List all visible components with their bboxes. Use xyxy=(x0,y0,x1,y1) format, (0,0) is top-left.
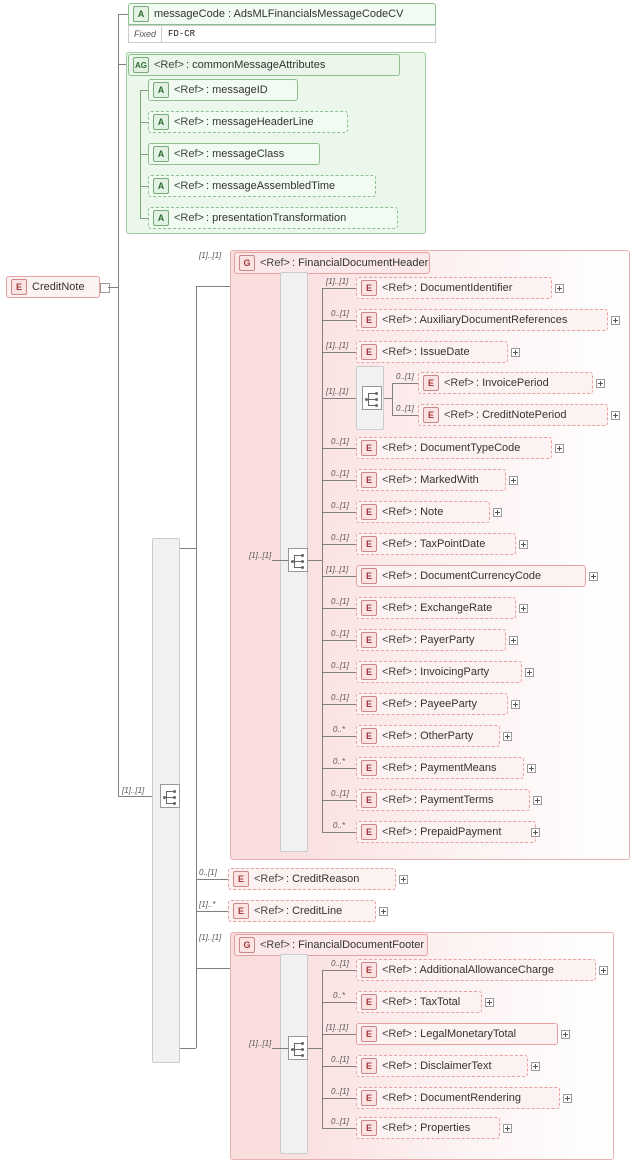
connector xyxy=(322,512,356,513)
attribute-messageheaderline[interactable] xyxy=(148,111,348,133)
expand-icon[interactable] xyxy=(525,668,534,677)
connector xyxy=(272,560,288,561)
element-disclaimertext-label: : DisclaimerText xyxy=(413,1060,492,1072)
ref-label: <Ref> xyxy=(382,506,412,518)
connector xyxy=(180,548,196,549)
ref-label: <Ref> xyxy=(382,964,412,976)
expand-icon[interactable] xyxy=(503,1124,512,1133)
element-taxpointdate[interactable] xyxy=(356,533,516,555)
occurrence-markedwith: 0..[1] xyxy=(331,469,349,478)
occurrence-documentcurrencycode: [1]..[1] xyxy=(326,565,349,574)
attribute-messageid-label: : messageID xyxy=(205,84,268,96)
root-sequence-occurrence: [1]..[1] xyxy=(122,786,145,795)
connector xyxy=(196,879,228,880)
connector xyxy=(180,1048,196,1049)
connector xyxy=(322,288,356,289)
connector xyxy=(322,1066,356,1067)
occurrence-legalmonetarytotal: [1]..[1] xyxy=(326,1023,349,1032)
expand-icon[interactable] xyxy=(519,540,528,549)
occurrence-documenttypecode: 0..[1] xyxy=(331,437,349,446)
element-badge-icon: E xyxy=(361,600,377,616)
element-badge-icon: E xyxy=(361,728,377,744)
ref-label: <Ref> xyxy=(382,730,412,742)
ref-label: <Ref> xyxy=(382,634,412,646)
element-taxtotal[interactable] xyxy=(356,991,482,1013)
occurrence-auxiliarydocumentreferences: 0..[1] xyxy=(331,309,349,318)
header-sequence-occurrence: [1]..[1] xyxy=(249,551,272,560)
expand-icon[interactable] xyxy=(399,875,408,884)
element-markedwith[interactable] xyxy=(356,469,506,491)
occurrence-additionalallowancecharge: 0..[1] xyxy=(331,959,349,968)
occurrence-disclaimertext: 0..[1] xyxy=(331,1055,349,1064)
attribute-messageclass[interactable] xyxy=(148,143,320,165)
element-properties-label: : Properties xyxy=(413,1122,471,1134)
connector xyxy=(322,640,356,641)
occurrence-payeeparty: 0..[1] xyxy=(331,693,349,702)
attribute-messagecode-label: messageCode : AdsMLFinancialsMessageCodeCV xyxy=(154,8,404,20)
connector xyxy=(322,1128,356,1129)
element-documentcurrencycode-label: : DocumentCurrencyCode xyxy=(413,570,542,582)
occurrence-paymentmeans: 0..* xyxy=(333,757,346,766)
element-issuedate[interactable] xyxy=(356,341,508,363)
occurrence-invoiceperiod: 0..[1] xyxy=(396,372,414,381)
connector xyxy=(322,970,323,1128)
connector xyxy=(322,704,356,705)
attribute-messageheaderline-label: : messageHeaderLine xyxy=(205,116,314,128)
element-disclaimertext[interactable] xyxy=(356,1055,528,1077)
element-badge-icon: E xyxy=(361,504,377,520)
element-auxiliarydocumentreferences[interactable] xyxy=(356,309,608,331)
element-badge-icon: E xyxy=(361,760,377,776)
element-creditreason[interactable] xyxy=(228,868,396,890)
ref-label: <Ref> xyxy=(382,442,412,454)
connector xyxy=(108,287,118,288)
expand-icon[interactable] xyxy=(511,700,520,709)
connector xyxy=(140,186,148,187)
connector xyxy=(384,398,392,399)
element-badge-icon: E xyxy=(361,1026,377,1042)
element-paymentmeans[interactable] xyxy=(356,757,524,779)
messagecode-fixed-value-box xyxy=(128,25,436,43)
connector xyxy=(322,1098,356,1099)
element-documentrendering-label: : DocumentRendering xyxy=(413,1092,521,1104)
occurrence-choice-period: [1]..[1] xyxy=(326,387,349,396)
attribute-group-badge-icon: AG xyxy=(133,57,149,73)
header-sequence-icon[interactable] xyxy=(288,548,308,572)
element-payerparty[interactable] xyxy=(356,629,506,651)
connector xyxy=(322,398,356,399)
expand-icon[interactable] xyxy=(509,476,518,485)
attribute-badge-icon: A xyxy=(153,114,169,130)
occurrence-creditline: [1]..* xyxy=(199,900,216,909)
connector xyxy=(392,415,418,416)
group-financialdocumentfooter-label: : FinancialDocumentFooter xyxy=(291,939,425,951)
ref-label: <Ref> xyxy=(382,1060,412,1072)
connector xyxy=(322,320,356,321)
element-markedwith-label: : MarkedWith xyxy=(413,474,479,486)
ref-label: <Ref> xyxy=(382,996,412,1008)
occurrence-issuedate: [1]..[1] xyxy=(326,341,349,350)
connector xyxy=(322,352,356,353)
connector xyxy=(322,1034,356,1035)
ref-label: <Ref> xyxy=(382,1122,412,1134)
expand-icon[interactable] xyxy=(563,1094,572,1103)
footer-sequence-icon[interactable] xyxy=(288,1036,308,1060)
group-financialdocumentfooter[interactable] xyxy=(234,934,428,956)
element-paymentterms[interactable] xyxy=(356,789,530,811)
expand-icon[interactable] xyxy=(531,1062,540,1071)
element-badge-icon: E xyxy=(361,664,377,680)
group-badge-icon: G xyxy=(239,255,255,271)
expand-icon[interactable] xyxy=(511,348,520,357)
connector xyxy=(118,287,119,796)
connector xyxy=(322,448,356,449)
attribute-messageassembledtime-label: : messageAssembledTime xyxy=(205,180,336,192)
connector xyxy=(196,968,230,969)
expand-icon[interactable] xyxy=(485,998,494,1007)
element-legalmonetarytotal[interactable] xyxy=(356,1023,558,1045)
element-documentrendering[interactable] xyxy=(356,1087,560,1109)
attribute-presentationtransformation-label: : presentationTransformation xyxy=(205,212,347,224)
ref-label: <Ref> xyxy=(382,602,412,614)
occurrence-taxpointdate: 0..[1] xyxy=(331,533,349,542)
ref-label: <Ref> xyxy=(154,59,184,71)
expand-icon[interactable] xyxy=(519,604,528,613)
expand-icon[interactable] xyxy=(509,636,518,645)
element-badge-icon: E xyxy=(361,1090,377,1106)
element-note-label: : Note xyxy=(413,506,444,518)
element-badge-icon: E xyxy=(361,312,377,328)
element-documenttypecode[interactable] xyxy=(356,437,552,459)
connector xyxy=(140,154,148,155)
element-additionalallowancecharge[interactable] xyxy=(356,959,596,981)
element-badge-icon: E xyxy=(361,824,377,840)
element-properties[interactable] xyxy=(356,1117,500,1139)
occurrence-payerparty: 0..[1] xyxy=(331,629,349,638)
element-invoiceperiod-label: : InvoicePeriod xyxy=(475,377,549,389)
connector xyxy=(322,736,356,737)
element-taxpointdate-label: : TaxPointDate xyxy=(413,538,486,550)
root-expand-icon[interactable] xyxy=(100,283,110,293)
element-badge-icon: E xyxy=(361,440,377,456)
connector xyxy=(196,286,197,1048)
element-otherparty[interactable] xyxy=(356,725,500,747)
ref-label: <Ref> xyxy=(382,314,412,326)
element-exchangerate[interactable] xyxy=(356,597,516,619)
element-badge-icon: E xyxy=(361,792,377,808)
element-legalmonetarytotal-label: : LegalMonetaryTotal xyxy=(413,1028,517,1040)
element-documentidentifier[interactable] xyxy=(356,277,552,299)
element-documenttypecode-label: : DocumentTypeCode xyxy=(413,442,521,454)
attribute-group-commonmessageattributes[interactable] xyxy=(128,54,400,76)
element-prepaidpayment-label: : PrepaidPayment xyxy=(413,826,502,838)
ref-label: <Ref> xyxy=(382,570,412,582)
ref-label: <Ref> xyxy=(382,666,412,678)
element-badge-icon: E xyxy=(361,568,377,584)
ref-label: <Ref> xyxy=(174,116,204,128)
element-issuedate-label: : IssueDate xyxy=(413,346,470,358)
expand-icon[interactable] xyxy=(531,828,540,837)
element-taxtotal-label: : TaxTotal xyxy=(413,996,461,1008)
ref-label: <Ref> xyxy=(444,409,474,421)
ref-label: <Ref> xyxy=(254,873,284,885)
expand-icon[interactable] xyxy=(611,316,620,325)
element-badge-icon: E xyxy=(361,1058,377,1074)
expand-icon[interactable] xyxy=(589,572,598,581)
connector xyxy=(140,218,148,219)
occurrence-invoicingparty: 0..[1] xyxy=(331,661,349,670)
occurrence-financialdocumentheader: [1]..[1] xyxy=(199,251,222,260)
element-badge-icon: E xyxy=(361,632,377,648)
connector xyxy=(322,544,356,545)
connector xyxy=(196,286,230,287)
connector xyxy=(308,560,322,561)
ref-label: <Ref> xyxy=(260,257,290,269)
ref-label: <Ref> xyxy=(444,377,474,389)
element-badge-icon: E xyxy=(361,280,377,296)
element-creditline[interactable] xyxy=(228,900,376,922)
element-invoiceperiod[interactable] xyxy=(418,372,593,394)
occurrence-documentidentifier: [1]..[1] xyxy=(326,277,349,286)
connector xyxy=(322,800,356,801)
ref-label: <Ref> xyxy=(260,939,290,951)
attribute-presentationtransformation[interactable] xyxy=(148,207,398,229)
element-prepaidpayment[interactable] xyxy=(356,821,536,843)
ref-label: <Ref> xyxy=(382,1028,412,1040)
group-financialdocumentheader-label: : FinancialDocumentHeader xyxy=(291,257,429,269)
element-badge-icon: E xyxy=(233,903,249,919)
element-payeeparty[interactable] xyxy=(356,693,508,715)
element-badge-icon: E xyxy=(361,696,377,712)
ref-label: <Ref> xyxy=(382,474,412,486)
ref-label: <Ref> xyxy=(254,905,284,917)
group-financialdocumentheader[interactable] xyxy=(234,252,430,274)
ref-label: <Ref> xyxy=(174,148,204,160)
root-sequence-icon[interactable] xyxy=(160,784,180,808)
element-badge-icon: E xyxy=(423,407,439,423)
connector xyxy=(196,911,228,912)
element-badge-icon: E xyxy=(361,1120,377,1136)
attribute-group-label: : commonMessageAttributes xyxy=(185,59,326,71)
element-payerparty-label: : PayerParty xyxy=(413,634,475,646)
connector xyxy=(392,383,393,415)
expand-icon[interactable] xyxy=(503,732,512,741)
element-exchangerate-label: : ExchangeRate xyxy=(413,602,493,614)
root-element-creditnote[interactable] xyxy=(6,276,100,298)
element-invoicingparty[interactable] xyxy=(356,661,522,683)
connector xyxy=(322,970,356,971)
element-additionalallowancecharge-label: : AdditionalAllowanceCharge xyxy=(413,964,555,976)
connector xyxy=(322,1002,356,1003)
element-creditnoteperiod-label: : CreditNotePeriod xyxy=(475,409,567,421)
expand-icon[interactable] xyxy=(555,444,564,453)
attribute-badge-icon: A xyxy=(153,210,169,226)
element-auxiliarydocumentreferences-label: : AuxiliaryDocumentReferences xyxy=(413,314,568,326)
element-badge-icon: E xyxy=(11,279,27,295)
occurrence-exchangerate: 0..[1] xyxy=(331,597,349,606)
attribute-messageid[interactable] xyxy=(148,79,298,101)
ref-label: <Ref> xyxy=(174,212,204,224)
expand-icon[interactable] xyxy=(493,508,502,517)
connector xyxy=(272,1048,288,1049)
attribute-messageclass-label: : messageClass xyxy=(205,148,285,160)
ref-label: <Ref> xyxy=(382,762,412,774)
fixed-label: Fixed xyxy=(129,26,162,42)
connector xyxy=(322,832,356,833)
expand-icon[interactable] xyxy=(611,411,620,420)
expand-icon[interactable] xyxy=(596,379,605,388)
occurrence-taxtotal: 0..* xyxy=(333,991,346,1000)
attribute-messagecode[interactable] xyxy=(128,3,436,25)
element-documentcurrencycode[interactable] xyxy=(356,565,586,587)
footer-sequence-occurrence: [1]..[1] xyxy=(249,1039,272,1048)
connector xyxy=(322,480,356,481)
group-badge-icon: G xyxy=(239,937,255,953)
connector xyxy=(322,576,356,577)
ref-label: <Ref> xyxy=(382,794,412,806)
expand-icon[interactable] xyxy=(527,764,536,773)
element-note[interactable] xyxy=(356,501,490,523)
occurrence-properties: 0..[1] xyxy=(331,1117,349,1126)
expand-icon[interactable] xyxy=(379,907,388,916)
connector xyxy=(322,608,356,609)
connector xyxy=(140,90,148,91)
element-creditnoteperiod[interactable] xyxy=(418,404,608,426)
connector xyxy=(308,1048,322,1049)
ref-label: <Ref> xyxy=(382,282,412,294)
attribute-badge-icon: A xyxy=(153,178,169,194)
connector xyxy=(322,672,356,673)
attribute-badge-icon: A xyxy=(133,6,149,22)
expand-icon[interactable] xyxy=(533,796,542,805)
fixed-value: FD-CR xyxy=(168,29,196,39)
occurrence-prepaidpayment: 0..* xyxy=(333,821,346,830)
element-paymentmeans-label: : PaymentMeans xyxy=(413,762,497,774)
connector xyxy=(118,14,119,30)
element-badge-icon: E xyxy=(233,871,249,887)
element-badge-icon: E xyxy=(361,536,377,552)
occurrence-creditnoteperiod: 0..[1] xyxy=(396,404,414,413)
element-documentidentifier-label: : DocumentIdentifier xyxy=(413,282,513,294)
element-paymentterms-label: : PaymentTerms xyxy=(413,794,494,806)
ref-label: <Ref> xyxy=(382,698,412,710)
connector xyxy=(118,14,128,15)
element-badge-icon: E xyxy=(361,472,377,488)
expand-icon[interactable] xyxy=(599,966,608,975)
connector xyxy=(118,30,119,287)
attribute-badge-icon: A xyxy=(153,82,169,98)
attribute-badge-icon: A xyxy=(153,146,169,162)
element-badge-icon: E xyxy=(361,994,377,1010)
choice-icon[interactable] xyxy=(362,386,382,410)
ref-label: <Ref> xyxy=(382,538,412,550)
attribute-messageassembledtime[interactable] xyxy=(148,175,376,197)
element-payeeparty-label: : PayeeParty xyxy=(413,698,477,710)
element-badge-icon: E xyxy=(361,962,377,978)
connector xyxy=(322,768,356,769)
ref-label: <Ref> xyxy=(382,1092,412,1104)
occurrence-otherparty: 0..* xyxy=(333,725,346,734)
element-creditline-label: : CreditLine xyxy=(285,905,343,917)
ref-label: <Ref> xyxy=(174,84,204,96)
root-element-label: CreditNote xyxy=(32,281,85,293)
occurrence-paymentterms: 0..[1] xyxy=(331,789,349,798)
expand-icon[interactable] xyxy=(555,284,564,293)
ref-label: <Ref> xyxy=(382,346,412,358)
connector xyxy=(140,122,148,123)
ref-label: <Ref> xyxy=(174,180,204,192)
element-badge-icon: E xyxy=(361,344,377,360)
occurrence-note: 0..[1] xyxy=(331,501,349,510)
element-otherparty-label: : OtherParty xyxy=(413,730,474,742)
element-invoicingparty-label: : InvoicingParty xyxy=(413,666,490,678)
ref-label: <Ref> xyxy=(382,826,412,838)
element-creditreason-label: : CreditReason xyxy=(285,873,360,885)
element-badge-icon: E xyxy=(423,375,439,391)
occurrence-financialdocumentfooter: [1]..[1] xyxy=(199,933,222,942)
occurrence-documentrendering: 0..[1] xyxy=(331,1087,349,1096)
connector xyxy=(392,383,418,384)
expand-icon[interactable] xyxy=(561,1030,570,1039)
connector xyxy=(322,288,323,832)
occurrence-creditreason: 0..[1] xyxy=(199,868,217,877)
